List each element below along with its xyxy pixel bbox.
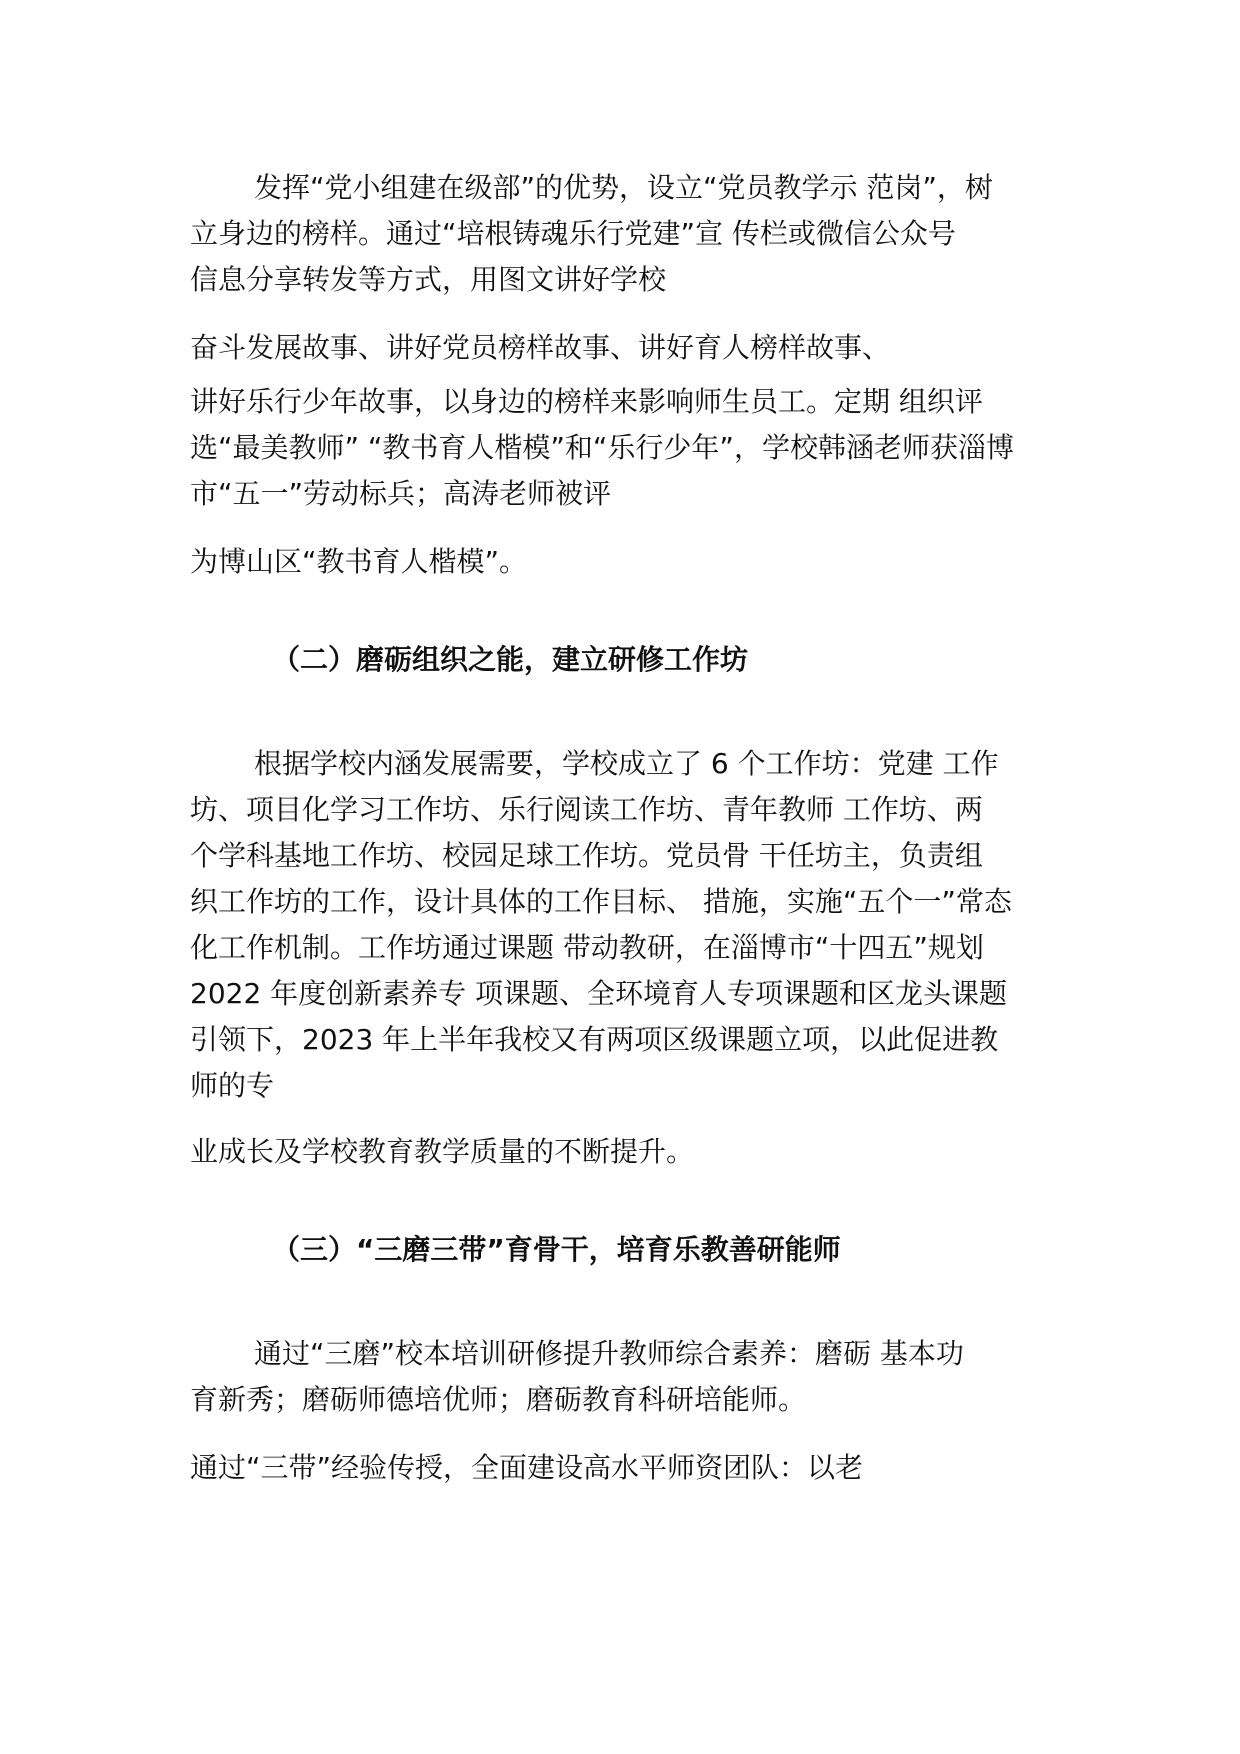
- paragraph-1-line-6: 选“最美教师” “教书育人楷模”和“乐行少年”，学校韩涵老师获淄博: [190, 431, 1014, 464]
- paragraph-1-line-5: 讲好乐行少年故事，以身边的榜样来影响师生员工。定期 组织评: [190, 385, 983, 418]
- paragraph-2-line-4: 织工作坊的工作，设计具体的工作目标、 措施，实施“五个一”常态: [190, 885, 1012, 918]
- paragraph-1-line-8: 为博山区“教书育人楷模”。: [190, 545, 528, 578]
- paragraph-3-line-2: 育新秀；磨砺师德培优师；磨砺教育科研培能师。: [190, 1383, 807, 1416]
- paragraph-1-line-7: 市“五一”劳动标兵；高涛老师被评: [190, 477, 612, 510]
- paragraph-2-line-3: 个学科基地工作坊、校园足球工作坊。党员骨 干任坊主，负责组: [190, 839, 983, 872]
- paragraph-2-line-1: 根据学校内涵发展需要，学校成立了 6 个工作坊：党建 工作: [254, 747, 999, 780]
- paragraph-2-line-9: 业成长及学校教育教学质量的不断提升。: [190, 1135, 695, 1168]
- paragraph-1-line-3: 信息分享转发等方式，用图文讲好学校: [190, 263, 667, 296]
- paragraph-2-line-5: 化工作机制。工作坊通过课题 带动教研，在淄博市“十四五”规划: [190, 931, 984, 964]
- paragraph-1-line-1: 发挥“党小组建在级部”的优势，设立“党员教学示 范岗”，树: [254, 171, 993, 204]
- paragraph-2-line-6: 2022 年度创新素养专 项课题、全环境育人专项课题和区龙头课题: [190, 977, 1008, 1010]
- paragraph-2-line-2: 坊、项目化学习工作坊、乐行阅读工作坊、青年教师 工作坊、两: [190, 793, 983, 826]
- paragraph-2-line-7: 引领下，2023 年上半年我校又有两项区级课题立项，以此促进教: [190, 1023, 999, 1056]
- paragraph-3-line-3: 通过“三带”经验传授，全面建设高水平师资团队：以老: [190, 1451, 864, 1484]
- paragraph-1-line-2: 立身边的榜样。通过“培根铸魂乐行党建”宣 传栏或微信公众号: [190, 217, 956, 250]
- section-heading-3: （三）“三磨三带”育骨干，培育乐教善研能师: [272, 1233, 841, 1266]
- paragraph-1-line-4: 奋斗发展故事、讲好党员榜样故事、讲好育人榜样故事、: [190, 331, 891, 364]
- paragraph-2-line-8: 师的专: [190, 1069, 275, 1102]
- section-heading-2: （二）磨砺组织之能，建立研修工作坊: [272, 643, 749, 676]
- paragraph-3-line-1: 通过“三磨”校本培训研修提升教师综合素养：磨砺 基本功: [254, 1337, 964, 1370]
